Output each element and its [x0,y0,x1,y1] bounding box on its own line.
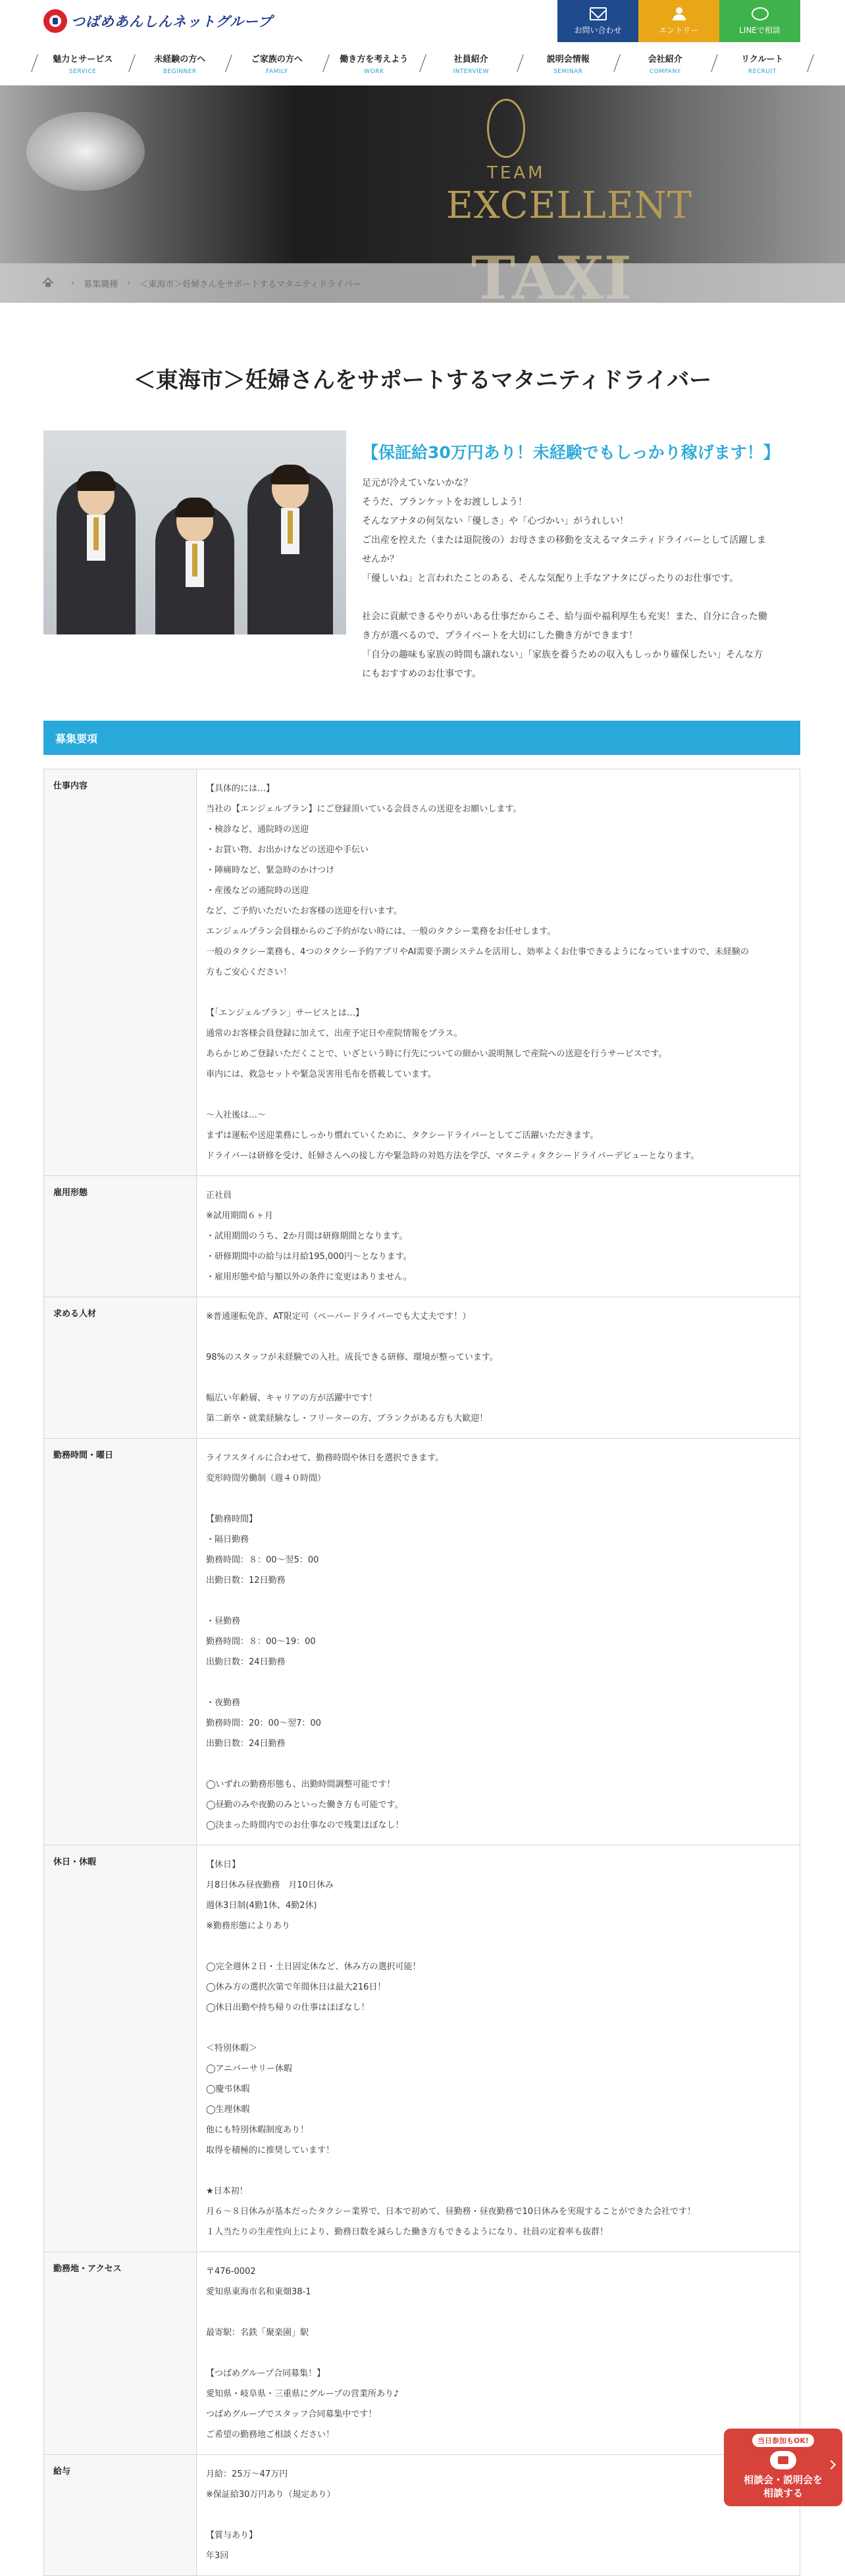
intro-line: 「自分の趣味も家族の時間も譲れない」「家族を養うための収入もしっかり確保したい」そんな方 [362,650,763,660]
table-cell-line: ※保証給30万円あり（規定あり） [206,2490,336,2500]
table-cell-line: 取得を積極的に推奨しています！ [206,2146,335,2155]
table-row [44,1845,800,2252]
table-cell-line: 【具体的には…】 [206,784,275,794]
nav-item-work[interactable] [326,46,423,80]
table-cell-line [206,1489,790,1509]
table-cell-line: ※勤務形態によりあり [206,1921,290,1931]
table-cell-line: ・お買い物、お出かけなどの送迎や手伝い [206,845,369,855]
table-cell-line: 最寄駅：名鉄「聚楽園」駅 [206,2328,309,2338]
table-cell-line: 週休3日制(4勤1休、4勤2休) [206,1901,317,1911]
nav-item-label: 働き方を考えよう [340,54,409,64]
hero-emblem [487,99,525,158]
table-row-value [197,1439,800,1845]
table-cell-line: ◯アニバーサリー休暇 [206,2064,292,2074]
table-cell-line: エンジェルプラン会員様からのご予約がない時には、一般のタクシー業務をお任せします。 [206,927,556,937]
nav-item-label: 説明会情報 [546,54,590,64]
nav-item-recruit[interactable] [714,46,811,80]
seminar-consult-floating-button[interactable] [724,2429,842,2506]
table-row-value [197,2252,800,2455]
table-cell-line [206,1327,790,1347]
nav-item-label: 会社紹介 [648,54,682,64]
table-cell-line: ・昼勤務 [206,1616,241,1626]
table-cell-line: ライフスタイルに合わせて、勤務時間や休日を選択できます。 [206,1453,444,1463]
table-row [44,1176,800,1297]
table-cell-line: 出勤日数：24日勤務 [206,1657,286,1667]
table-cell-line: 月8日休み昼夜勤務 月10日休み [206,1880,334,1890]
table-cell-line: 【つばめグループ合同募集！】 [206,2369,325,2379]
nav-item-sublabel: BEGINNER [163,68,197,75]
nav-item-label: 社員紹介 [453,54,488,64]
intro-line: にもおすすめのお仕事です。 [362,669,482,679]
home-icon[interactable] [43,279,53,287]
table-cell-line: ・隔日勤務 [206,1535,249,1545]
site-logo[interactable] [43,8,272,34]
table-cell-line: 一般のタクシー業務も、4つのタクシー予約アプリやAI需要予測システムを活用し、効率よくお仕事できるようになっていますので、未経験の [206,947,749,957]
breadcrumb-item-current: ＜東海市＞妊婦さんをサポートするマタニティドライバー [140,279,361,290]
intro-text [362,440,803,684]
table-cell-line: ◯慶弔休暇 [206,2084,250,2094]
table-cell-line: 【「エンジェルプラン」サービスとは…】 [206,1008,364,1018]
float-cta-text-2: 相談する [763,2487,803,2499]
table-cell-line [206,1085,790,1105]
table-row-value [197,1845,800,2252]
table-cell-line: ◯完全週休２日・土日固定休など、休み方の選択可能！ [206,1962,421,1972]
nav-item-sublabel: COMPANY [649,68,681,75]
intro-lead: 【保証給30万円あり！未経験でもしっかり稼げます！】 [362,443,780,462]
intro-line: ご出産を控えた（または退院後の）お母さまの移動を支えるマタニティドライバーとして活躍しま [362,535,767,546]
table-cell-line: 出勤日数：12日勤務 [206,1576,286,1585]
global-nav [34,46,811,80]
table-cell-line: ・夜勤務 [206,1698,241,1708]
table-row-value [197,1176,800,1297]
intro-line: き方が選べるので、プライベートを大切にした働き方ができます！ [362,631,638,641]
nav-item-label: 魅力とサービス [53,54,113,64]
table-cell-line: ～入社後は…～ [206,1110,267,1120]
nav-item-service[interactable] [34,46,132,80]
intro-line [362,588,803,607]
table-cell-line: 勤務時間：８：00～翌5：00 [206,1555,319,1565]
table-cell-line [206,1368,790,1388]
table-cell-line: 【勤務時間】 [206,1514,258,1524]
table-cell-line: など、ご予約いただいたお客様の送迎を行います。 [206,906,402,916]
table-row [44,2252,800,2455]
table-cell-line [206,2018,790,2038]
header-top-buttons [557,0,800,42]
nav-item-sublabel: WORK [364,68,384,75]
table-cell-line: まずは運転や送迎業務にしっかり慣れていくために、タクシードライバーとしてご活躍いただきます。 [206,1131,599,1141]
table-cell-line: ★日本初！ [206,2186,248,2196]
hero-team-text: TEAM [487,163,546,183]
table-cell-line: ・検診など、通院時の送迎 [206,825,309,835]
table-cell-line: 愛知県・岐阜県・三重県にグループの営業所あり♪ [206,2389,399,2399]
table-cell-line: 第二新卒・就業経験なし・フリーターの方、ブランクがある方も大歓迎！ [206,1414,488,1424]
nav-item-sublabel: INTERVIEW [453,68,489,75]
table-cell-line: ・研修期間中の給与は月給195,000円～となります。 [206,1252,412,1262]
contact-button[interactable] [557,0,638,42]
intro-line: 社会に貢献できるやりがいある仕事だからこそ、給与面や福利厚生も充実！また、自分に合った働 [362,611,767,622]
table-cell-line: 月給：25万～47万円 [206,2469,288,2479]
table-cell-line: 〒476-0002 [206,2267,256,2277]
table-cell-line: ◯昼勤のみや夜勤のみといった働き方も可能です。 [206,1800,403,1810]
intro-line: 足元が冷えていないかな？ [362,478,473,488]
table-cell-line: ※試用期間６ヶ月 [206,1211,273,1221]
nav-item-seminar[interactable] [520,46,617,80]
table-cell-line: ◯休み方の選択次第で年間休日は最大216日！ [206,1982,386,1992]
table-cell-line: 変形時間労働制（週４０時間） [206,1474,326,1483]
hero-headlight [26,112,145,191]
breadcrumb-separator-icon: › [71,278,75,288]
table-cell-line: １人当たりの生産性向上により、勤務日数を減らした働き方もできるようになり、社員の定着率も抜群！ [206,2227,609,2237]
nav-item-sublabel: SERVICE [69,68,97,75]
hero-excellent-text: EXCELLENT [446,184,693,227]
requirements-table [43,769,800,2576]
intro-line: そんなアナタの何気ない「優しさ」や「心づかい」がうれしい！ [362,516,629,527]
table-cell-line: ＜特別休暇＞ [206,2044,258,2053]
logo-text: つばめあんしんネットグループ [71,14,272,30]
table-cell-line: つばめグループでスタッフ合同募集中です！ [206,2409,377,2419]
chevron-right-icon [827,2460,836,2469]
table-cell-line: ・試用期間のうち、2か月間は研修期間となります。 [206,1231,408,1241]
table-cell-line: ◯生理休暇 [206,2105,250,2115]
table-cell-line: ドライバーは研修を受け、妊婦さんへの接し方や緊急時の対処方法を学び、マタニティタクシードライバーデビューとなります。 [206,1151,700,1161]
table-row-label: 休日・休暇 [44,1845,197,2252]
nav-item-beginner[interactable] [132,46,229,80]
page-title: ＜東海市＞妊婦さんをサポートするマタニティドライバー [133,367,712,394]
table-cell-line: 勤務時間：８：00～19：00 [206,1637,316,1647]
table-cell-line [206,1936,790,1957]
nav-item-sublabel: RECRUIT [748,68,777,75]
table-cell-line: 正社員 [206,1191,232,1200]
site-header [0,0,845,86]
table-cell-line [206,1591,790,1611]
table-cell-line: 年3回 [206,2551,229,2561]
entry-button[interactable] [638,0,719,42]
table-cell-line: ◯いずれの勤務形態も、出勤時間調整可能です！ [206,1780,396,1790]
table-row-label: 求める人材 [44,1297,197,1439]
nav-item-label: ご家族の方へ [251,54,303,64]
table-row [44,769,800,1176]
table-row [44,2455,800,2576]
table-cell-line: ご希望の勤務地ご相談ください！ [206,2430,335,2440]
table-cell-line [206,2161,790,2181]
intro-line: 「優しいね」と言われたことのある、そんな気配り上手なアナタにぴったりのお仕事です。 [362,573,739,584]
table-row [44,1297,800,1439]
table-cell-line [206,2302,790,2323]
table-cell-line: 【賞与あり】 [206,2531,258,2540]
table-cell-line: ・産後などの通院時の送迎 [206,886,309,896]
table-row-value [197,2455,800,2576]
table-cell-line: 勤務時間：20：00～翌7：00 [206,1718,321,1728]
table-row-value [197,769,800,1176]
nav-item-sublabel: FAMILY [266,68,288,75]
staff-photo [43,430,346,634]
table-row-label: 仕事内容 [44,769,197,1176]
nav-item-interview[interactable] [423,46,520,80]
breadcrumb-separator-icon: › [127,278,131,288]
logo-mark-icon [43,9,67,33]
line-consult-button[interactable] [719,0,800,42]
table-cell-line: 他にも特別休暇制度あり！ [206,2125,309,2135]
table-cell-line: 月６～８日休みが基本だったタクシー業界で、日本で初めて、昼勤務・昼夜勤務で10日休みを実現することができた会社です！ [206,2207,696,2217]
table-row-label: 雇用形態 [44,1176,197,1297]
person-icon [671,7,688,20]
table-cell-line: 当社の【エンジェルプラン】にご登録頂いている会員さんの送迎をお願いします。 [206,804,522,814]
chat-bubble-icon [752,7,769,20]
section-title-requirements: 募集要項 [43,721,800,755]
same-day-badge: 当日参加もOK! [752,2434,814,2447]
seminar-icon [770,2451,796,2471]
nav-item-sublabel: SEMINAR [553,68,583,75]
nav-item-label: 未経験の方へ [154,54,206,64]
mail-icon [590,7,607,20]
table-cell-line: 幅広い年齢層、キャリアの方が活躍中です！ [206,1393,378,1403]
entry-button-label: エントリー [659,25,699,35]
nav-item-family[interactable] [228,46,326,80]
table-cell-line: 方もご安心ください！ [206,967,292,977]
contact-button-label: お問い合わせ [574,25,622,35]
table-cell-line: あらかじめご登録いただくことで、いざという時に行先についての細かい説明無しで産院への送迎を行うサービスです。 [206,1049,667,1059]
breadcrumb-item-jobs[interactable]: 募集職種 [84,279,118,290]
table-cell-line [206,2343,790,2363]
breadcrumb [0,263,845,303]
table-cell-line: 98%のスタッフが未経験での入社。成長できる研修、環境が整っています。 [206,1352,498,1362]
table-cell-line: 【休日】 [206,1860,241,1870]
table-cell-line: 通常のお客様会員登録に加えて、出産予定日や産院情報をプラス。 [206,1029,463,1039]
table-cell-line [206,2505,790,2525]
table-cell-line: ・陣痛時など、緊急時のかけつけ [206,865,335,875]
table-cell-line: ◯決まった時間内でのお仕事なので残業ほぼなし！ [206,1820,404,1830]
intro-line: そうだ、ブランケットをお渡ししよう！ [362,497,528,507]
table-cell-line: 出勤日数：24日勤務 [206,1739,286,1749]
intro-line: せんか？ [362,554,399,565]
table-row [44,1439,800,1845]
table-cell-line: 車内には、救急セットや緊急災害用毛布を搭載しています。 [206,1069,436,1079]
table-cell-line [206,1754,790,1774]
table-cell-line: ・雇用形態や給与額以外の条件に変更はありません。 [206,1272,412,1282]
table-cell-line [206,983,790,1003]
table-cell-line [206,1672,790,1693]
table-cell-line: 愛知県東海市名和東畑38-1 [206,2287,311,2297]
table-cell-line: ◯休日出勤や持ち帰りの仕事はほぼなし！ [206,2003,370,2013]
line-consult-button-label: LINEで相談 [739,25,781,35]
table-row-value [197,1297,800,1439]
table-row-label: 勤務時間・曜日 [44,1439,197,1845]
table-cell-line: ※普通運転免許、AT限定可（ペーパードライバーでも大丈夫です！） [206,1312,471,1322]
nav-item-label: リクルート [741,54,784,64]
float-cta-text-1: 相談会・説明会を [743,2474,823,2486]
nav-item-company[interactable] [617,46,714,80]
table-row-label: 勤務地・アクセス [44,2252,197,2455]
table-row-label: 給与 [44,2455,197,2576]
